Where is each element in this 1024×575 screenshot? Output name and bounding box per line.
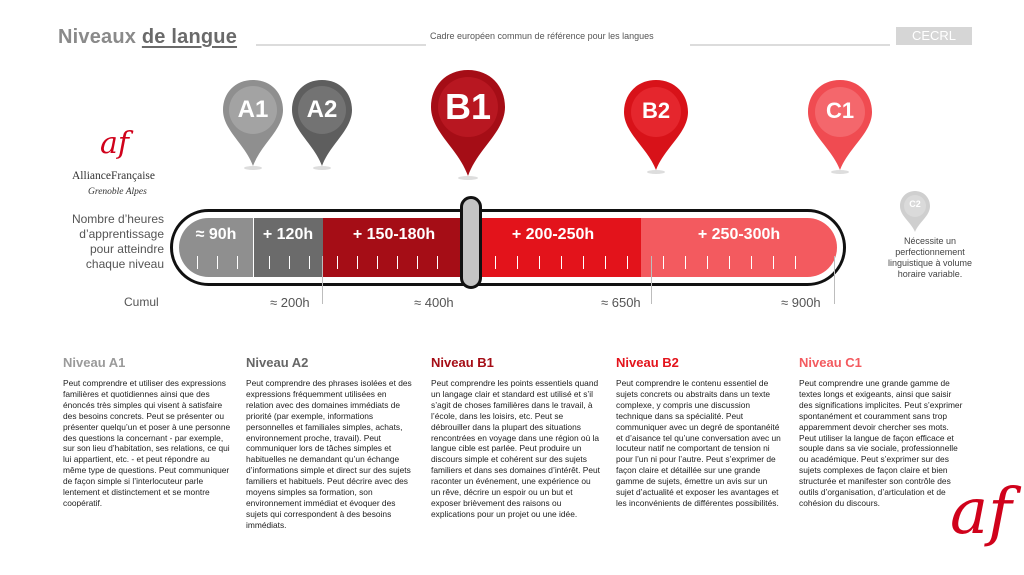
tick [605, 256, 606, 269]
pin-c1 [806, 78, 874, 174]
tick [729, 256, 730, 269]
segment-divider [253, 218, 254, 277]
level-card-a2 [246, 355, 416, 531]
tick [561, 256, 562, 269]
segment-b1-label: + 150-180h [352, 226, 436, 243]
cumul-c1: ≈ 900h [781, 295, 821, 310]
pin-a1-icon [221, 78, 285, 170]
level-card-b2 [616, 355, 786, 509]
tick [707, 256, 708, 269]
level-card-a1 [63, 355, 233, 509]
tick [437, 256, 438, 269]
segment-a1 [179, 218, 253, 277]
tick [217, 256, 218, 269]
cumul-marker-line [651, 256, 652, 304]
tick [417, 256, 418, 269]
logo-city: Grenoble Alpes [88, 187, 147, 197]
header-divider-left [256, 44, 426, 46]
segment-b2-label: + 200-250h [511, 226, 595, 243]
cumul-a2: ≈ 200h [270, 295, 310, 310]
title-part2: de langue [141, 26, 238, 48]
level-description: Peut comprendre les points essentiels quand un langage clair et standard est utilisé et s’il s’agit de choses familières dans le travail, à l’école, dans les loisirs, etc. Peut se débrouiller dans la plupart des situations rencontrées en voyage dans une région où la langue cible est parlée. Peut produire un discours simple et cohérent sur des sujets familiers et dans ses domaines d’intérêt. Peut raconter un événement, une expérience ou un rêve, décrire un espoir ou un but et exposer brièvement des raisons ou explications pour un projet ou une idée. [431, 378, 600, 519]
pin-b2 [622, 78, 690, 174]
level-description: Peut comprendre et utiliser des expressions familières et quotidiennes ainsi que des énoncés très simples qui visent à satisfaire des besoins concrets. Peut se présenter ou présenter quelqu’un et poser à une personne des questions la concernant - par exemple, sur son lieu d’habitation, ses relations, ce qui lui appartient, etc. - et peut répondre au même type de questions. Peut communiquer de façon simple si l’interlocuteur parle lentement et distinctement et se montre coopératif. [63, 378, 231, 508]
hours-label: Nombre d’heures d’apprentissage pour atteindre chaque niveau [71, 212, 164, 271]
tick [539, 256, 540, 269]
pin-b1 [429, 68, 507, 180]
cumul-b1: ≈ 400h [414, 295, 454, 310]
bar-segments [179, 218, 837, 277]
pin-c2-label: C2 [909, 199, 921, 209]
tick [627, 256, 628, 269]
pin-a2-label: A2 [306, 96, 338, 123]
tick [795, 256, 796, 269]
pin-a2-icon [290, 78, 354, 170]
tick [751, 256, 752, 269]
tick [663, 256, 664, 269]
level-description: Peut comprendre le contenu essentiel de sujets concrets ou abstraits dans un texte complexe, y compris une discussion technique dans sa spécialité. Peut communiquer avec un degré de spontanéité et d’aisance tel qu’une conversation avec un locuteur natif ne comportant de tension ni pour l’un ni pour l’autre. Peut s’exprimer de façon claire et détaillée sur une grande gamme de sujets, émettre un avis sur un sujet d’actualité et exposer les avantages et les inconvénients de différentes possibilités. [616, 378, 781, 508]
pin-c2 [899, 190, 931, 234]
af-logo-large-icon: af [950, 475, 1012, 549]
cumul-marker-line [322, 256, 323, 304]
title-part1: Niveaux [58, 26, 137, 48]
cecrl-badge: CECRL [896, 27, 972, 45]
hours-progress-bar [170, 209, 846, 286]
tick [337, 256, 338, 269]
header-divider-right [690, 44, 890, 46]
level-card-b1 [431, 355, 601, 520]
level-description: Peut comprendre une grande gamme de textes longs et exigeants, ainsi que saisir des significations implicites. Peut s’exprimer spontanément et couramment sans trop apparemment devoir chercher ses mots. Peut utiliser la langue de façon efficace et souple dans sa vie sociale, professionnelle ou académique. Peut s’exprimer sur des sujets complexes de façon claire et bien structurée et manifester son contrôle des outils d’organisation, d’articulation et de cohésion du discours. [799, 378, 963, 508]
tick [517, 256, 518, 269]
tick [309, 256, 310, 269]
tick [237, 256, 238, 269]
segment-c1-label: + 250-300h [697, 226, 781, 243]
pin-c1-label: C1 [825, 98, 855, 123]
level-title: Niveau A1 [63, 355, 126, 370]
pin-b2-icon [622, 78, 690, 174]
cumul-b2: ≈ 650h [601, 295, 641, 310]
tick [357, 256, 358, 269]
pin-a1-label: A1 [237, 96, 269, 123]
tick [289, 256, 290, 269]
segment-b1 [323, 218, 465, 277]
level-title: Niveau C1 [799, 355, 862, 370]
segment-c1 [641, 218, 837, 277]
pin-a2 [290, 78, 354, 170]
level-card-c1 [799, 355, 967, 509]
tick [495, 256, 496, 269]
page-title [58, 26, 237, 49]
cumul-marker-line [834, 256, 835, 304]
af-logo-icon: af [100, 126, 129, 161]
pin-b1-label: B1 [444, 86, 492, 127]
pin-b2-label: B2 [641, 98, 671, 123]
segment-a2-label: + 120h [262, 226, 314, 243]
level-title: Niveau B2 [616, 355, 679, 370]
cumul-label: Cumul [124, 295, 159, 309]
tick [397, 256, 398, 269]
tick [269, 256, 270, 269]
segment-b2 [465, 218, 641, 277]
pin-c1-icon [806, 78, 874, 174]
tick [197, 256, 198, 269]
segment-a2 [253, 218, 323, 277]
tick [583, 256, 584, 269]
pin-c2-icon [899, 190, 931, 234]
level-description: Peut comprendre des phrases isolées et des expressions fréquemment utilisées en relation avec des domaines immédiats de priorité (par exemple, informations personnelles et familiales simples, achats, environnement proche, travail). Peut communiquer lors de tâches simples et habituelles ne demandant qu’un échange d’informations simple et direct sur des sujets familiers et habituels. Peut décrire avec des moyens simples sa formation, son environnement immédiat et évoquer des sujets qui correspondent à des besoins immédiats. [246, 378, 412, 530]
progress-slider-handle [460, 196, 482, 289]
c2-note: Nécessite un perfectionnement linguistique à volume horaire variable. [887, 236, 973, 279]
page-subtitle: Cadre européen commun de référence pour les langues [430, 31, 654, 41]
pin-a1 [221, 78, 285, 170]
segment-a1-label: ≈ 90h [195, 226, 237, 243]
logo-name: AllianceFrançaise [72, 170, 156, 182]
level-title: Niveau B1 [431, 355, 494, 370]
tick [377, 256, 378, 269]
level-title: Niveau A2 [246, 355, 309, 370]
tick [773, 256, 774, 269]
tick [685, 256, 686, 269]
